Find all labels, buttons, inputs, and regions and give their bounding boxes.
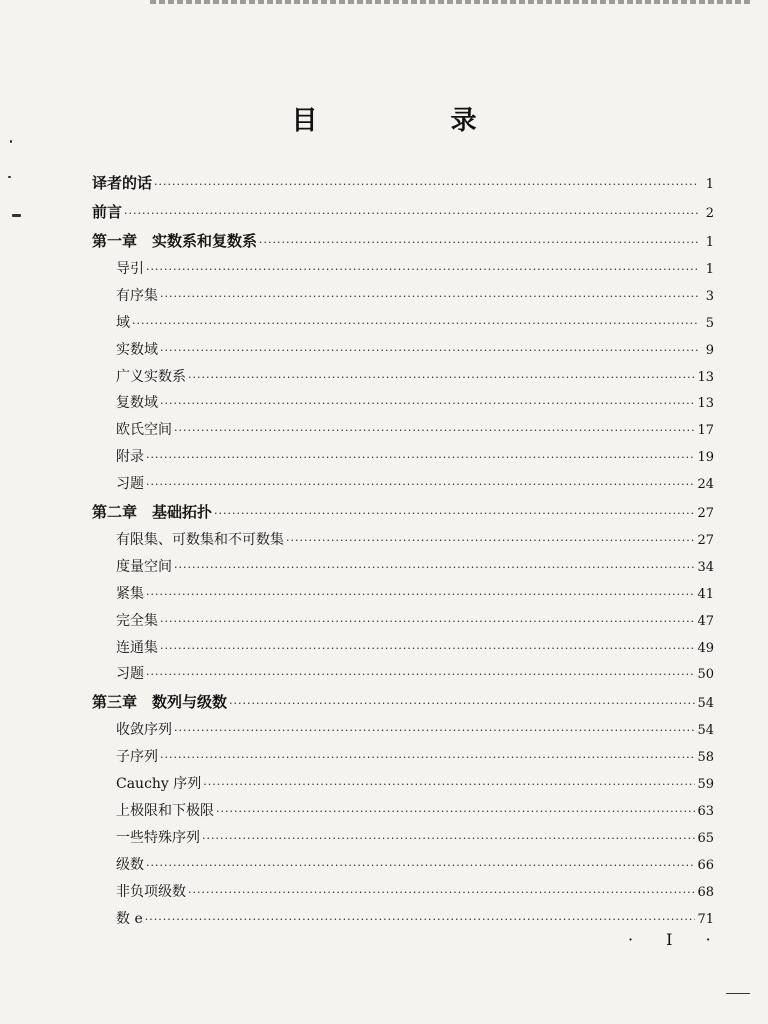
toc-entry-label: 导引: [116, 261, 144, 277]
toc-entry-page: 9: [705, 342, 714, 358]
toc-entry-label: 域: [116, 314, 130, 331]
scan-speck: [8, 176, 11, 178]
dot-leader: [259, 228, 698, 257]
dot-leader: [174, 555, 695, 582]
dot-leader: [203, 772, 695, 799]
toc-entry-label: 非负项级数: [116, 883, 186, 900]
toc-entry-page: 24: [697, 477, 714, 493]
toc-entry-page: 58: [697, 750, 714, 766]
toc-entry-label: 实数域: [116, 341, 158, 358]
toc-chapter-entry: [92, 169, 714, 198]
toc-entry-label: 数 e: [116, 910, 143, 927]
toc-entry-page: 68: [697, 884, 714, 900]
dot-leader: [160, 391, 695, 418]
dot-leader: [160, 609, 695, 636]
dot-leader: [154, 170, 698, 199]
toc-entry-page: 1: [705, 235, 714, 250]
toc-entry-page: 2: [705, 206, 714, 221]
dot-leader: [160, 284, 698, 311]
toc-entry-label: 度量空间: [116, 558, 172, 575]
toc-section-entry: [92, 852, 714, 879]
toc-entry-label: 有序集: [116, 287, 158, 304]
toc-entry-label: 复数域: [116, 395, 158, 412]
toc-entry-label: 紧集: [116, 585, 144, 602]
dot-leader: [132, 311, 698, 338]
toc-section-entry: [92, 417, 714, 444]
dot-leader: [160, 745, 695, 772]
toc-section-entry: [92, 771, 714, 798]
toc-chapter-entry: [92, 498, 714, 527]
page-number-footer: · I ·: [628, 930, 725, 949]
dot-leader: [174, 718, 695, 745]
toc-chapter-entry: [92, 688, 714, 717]
toc-section-entry: [92, 825, 714, 852]
toc-chapter-entry: [92, 198, 714, 227]
toc-section-entry: [92, 608, 714, 635]
dot-leader: [214, 499, 695, 528]
dot-leader: [160, 338, 698, 365]
toc-section-entry: [92, 337, 714, 364]
dot-leader: [160, 636, 695, 663]
toc-entry-page: 59: [697, 777, 714, 793]
page-title: 目 录: [291, 106, 539, 136]
toc-entry-label: 第三章 数列与级数: [92, 693, 228, 712]
toc-entry-page: 1: [705, 177, 714, 192]
scan-speck: [726, 993, 750, 994]
dot-leader: [174, 418, 695, 445]
toc-entry-page: 13: [697, 369, 714, 385]
dot-leader: [216, 799, 695, 826]
toc-section-entry: [92, 717, 714, 744]
toc-entry-label: 第二章 基础拓扑: [92, 503, 213, 522]
toc-entry-page: 50: [697, 667, 714, 683]
dot-leader: [202, 826, 695, 853]
toc-section-entry: [92, 554, 714, 581]
toc-section-entry: [92, 364, 714, 391]
toc-entry-page: 17: [697, 423, 714, 439]
dot-leader: [145, 907, 696, 934]
toc-section-entry: [92, 527, 714, 554]
toc-entry-label: Cauchy 序列: [116, 776, 202, 793]
dot-leader: [124, 199, 698, 228]
toc-entry-label: 收敛序列: [116, 722, 172, 739]
toc-entry-label: 一些特殊序列: [116, 829, 200, 846]
toc-section-entry: [92, 471, 714, 498]
toc-entry-label: 上极限和下极限: [116, 803, 214, 820]
toc-entry-label: 有限集、可数集和不可数集: [116, 532, 284, 549]
toc-entry-page: 13: [697, 396, 714, 412]
toc-entry-page: 65: [697, 830, 714, 846]
toc-section-entry: [92, 635, 714, 662]
toc-entry-page: 3: [705, 288, 714, 304]
dot-leader: [146, 662, 695, 689]
toc-entry-label: 完全集: [116, 612, 158, 629]
toc-entry-page: 27: [697, 533, 714, 549]
toc-entry-page: 54: [697, 723, 714, 739]
toc-entry-label: 连通集: [116, 639, 158, 656]
toc-section-entry: [92, 444, 714, 471]
dot-leader: [146, 445, 695, 472]
toc-entry-label: 欧氏空间: [116, 422, 172, 439]
toc-entry-label: 广义实数系: [116, 368, 186, 385]
toc-entry-page: 47: [697, 613, 714, 629]
toc-entry-label: 第一章 实数系和复数系: [92, 232, 258, 250]
toc-entry-label: 习题: [116, 476, 144, 493]
toc-entry-page: 5: [705, 315, 714, 331]
scan-speck: [12, 214, 21, 217]
toc-section-entry: [92, 744, 714, 771]
toc-chapter-entry: [92, 227, 714, 256]
toc-section-entry: [92, 661, 714, 688]
toc-entry-page: 54: [697, 696, 714, 712]
toc-entry-label: 前言: [92, 203, 123, 221]
toc-entry-label: 习题: [116, 666, 144, 683]
toc-section-entry: [92, 879, 714, 906]
dot-leader: [188, 880, 695, 907]
toc-entry-label: 子序列: [116, 749, 158, 766]
dot-leader: [146, 853, 695, 880]
toc-section-entry: [92, 283, 714, 310]
toc-entry-page: 34: [697, 559, 714, 575]
dot-leader: [146, 582, 695, 609]
dot-leader: [229, 689, 695, 718]
toc-entry-page: 71: [697, 911, 714, 927]
scan-speck: [10, 140, 12, 143]
dot-leader: [286, 528, 695, 555]
toc-entry-page: 19: [697, 450, 714, 466]
dot-leader: [146, 472, 695, 499]
toc-entry-page: 27: [697, 506, 714, 522]
toc-section-entry: [92, 310, 714, 337]
toc-entry-label: 级数: [116, 856, 144, 873]
toc-section-entry: [92, 906, 714, 933]
toc-entry-page: 41: [697, 586, 714, 602]
toc-entry-page: 63: [697, 804, 714, 820]
toc-section-entry: [92, 390, 714, 417]
toc-entry-label: 译者的话: [92, 174, 153, 192]
scan-edge-artifact: [150, 0, 750, 4]
dot-leader: [188, 365, 695, 392]
toc-entry-page: 66: [697, 857, 714, 873]
toc-entry-label: 附录: [116, 449, 144, 466]
toc-section-entry: [92, 581, 714, 608]
table-of-contents: [92, 169, 714, 932]
toc-entry-page: 1: [705, 262, 714, 277]
toc-section-entry: [92, 798, 714, 825]
toc-entry-page: 49: [697, 640, 714, 656]
toc-section-entry: [92, 256, 714, 283]
dot-leader: [146, 257, 698, 284]
